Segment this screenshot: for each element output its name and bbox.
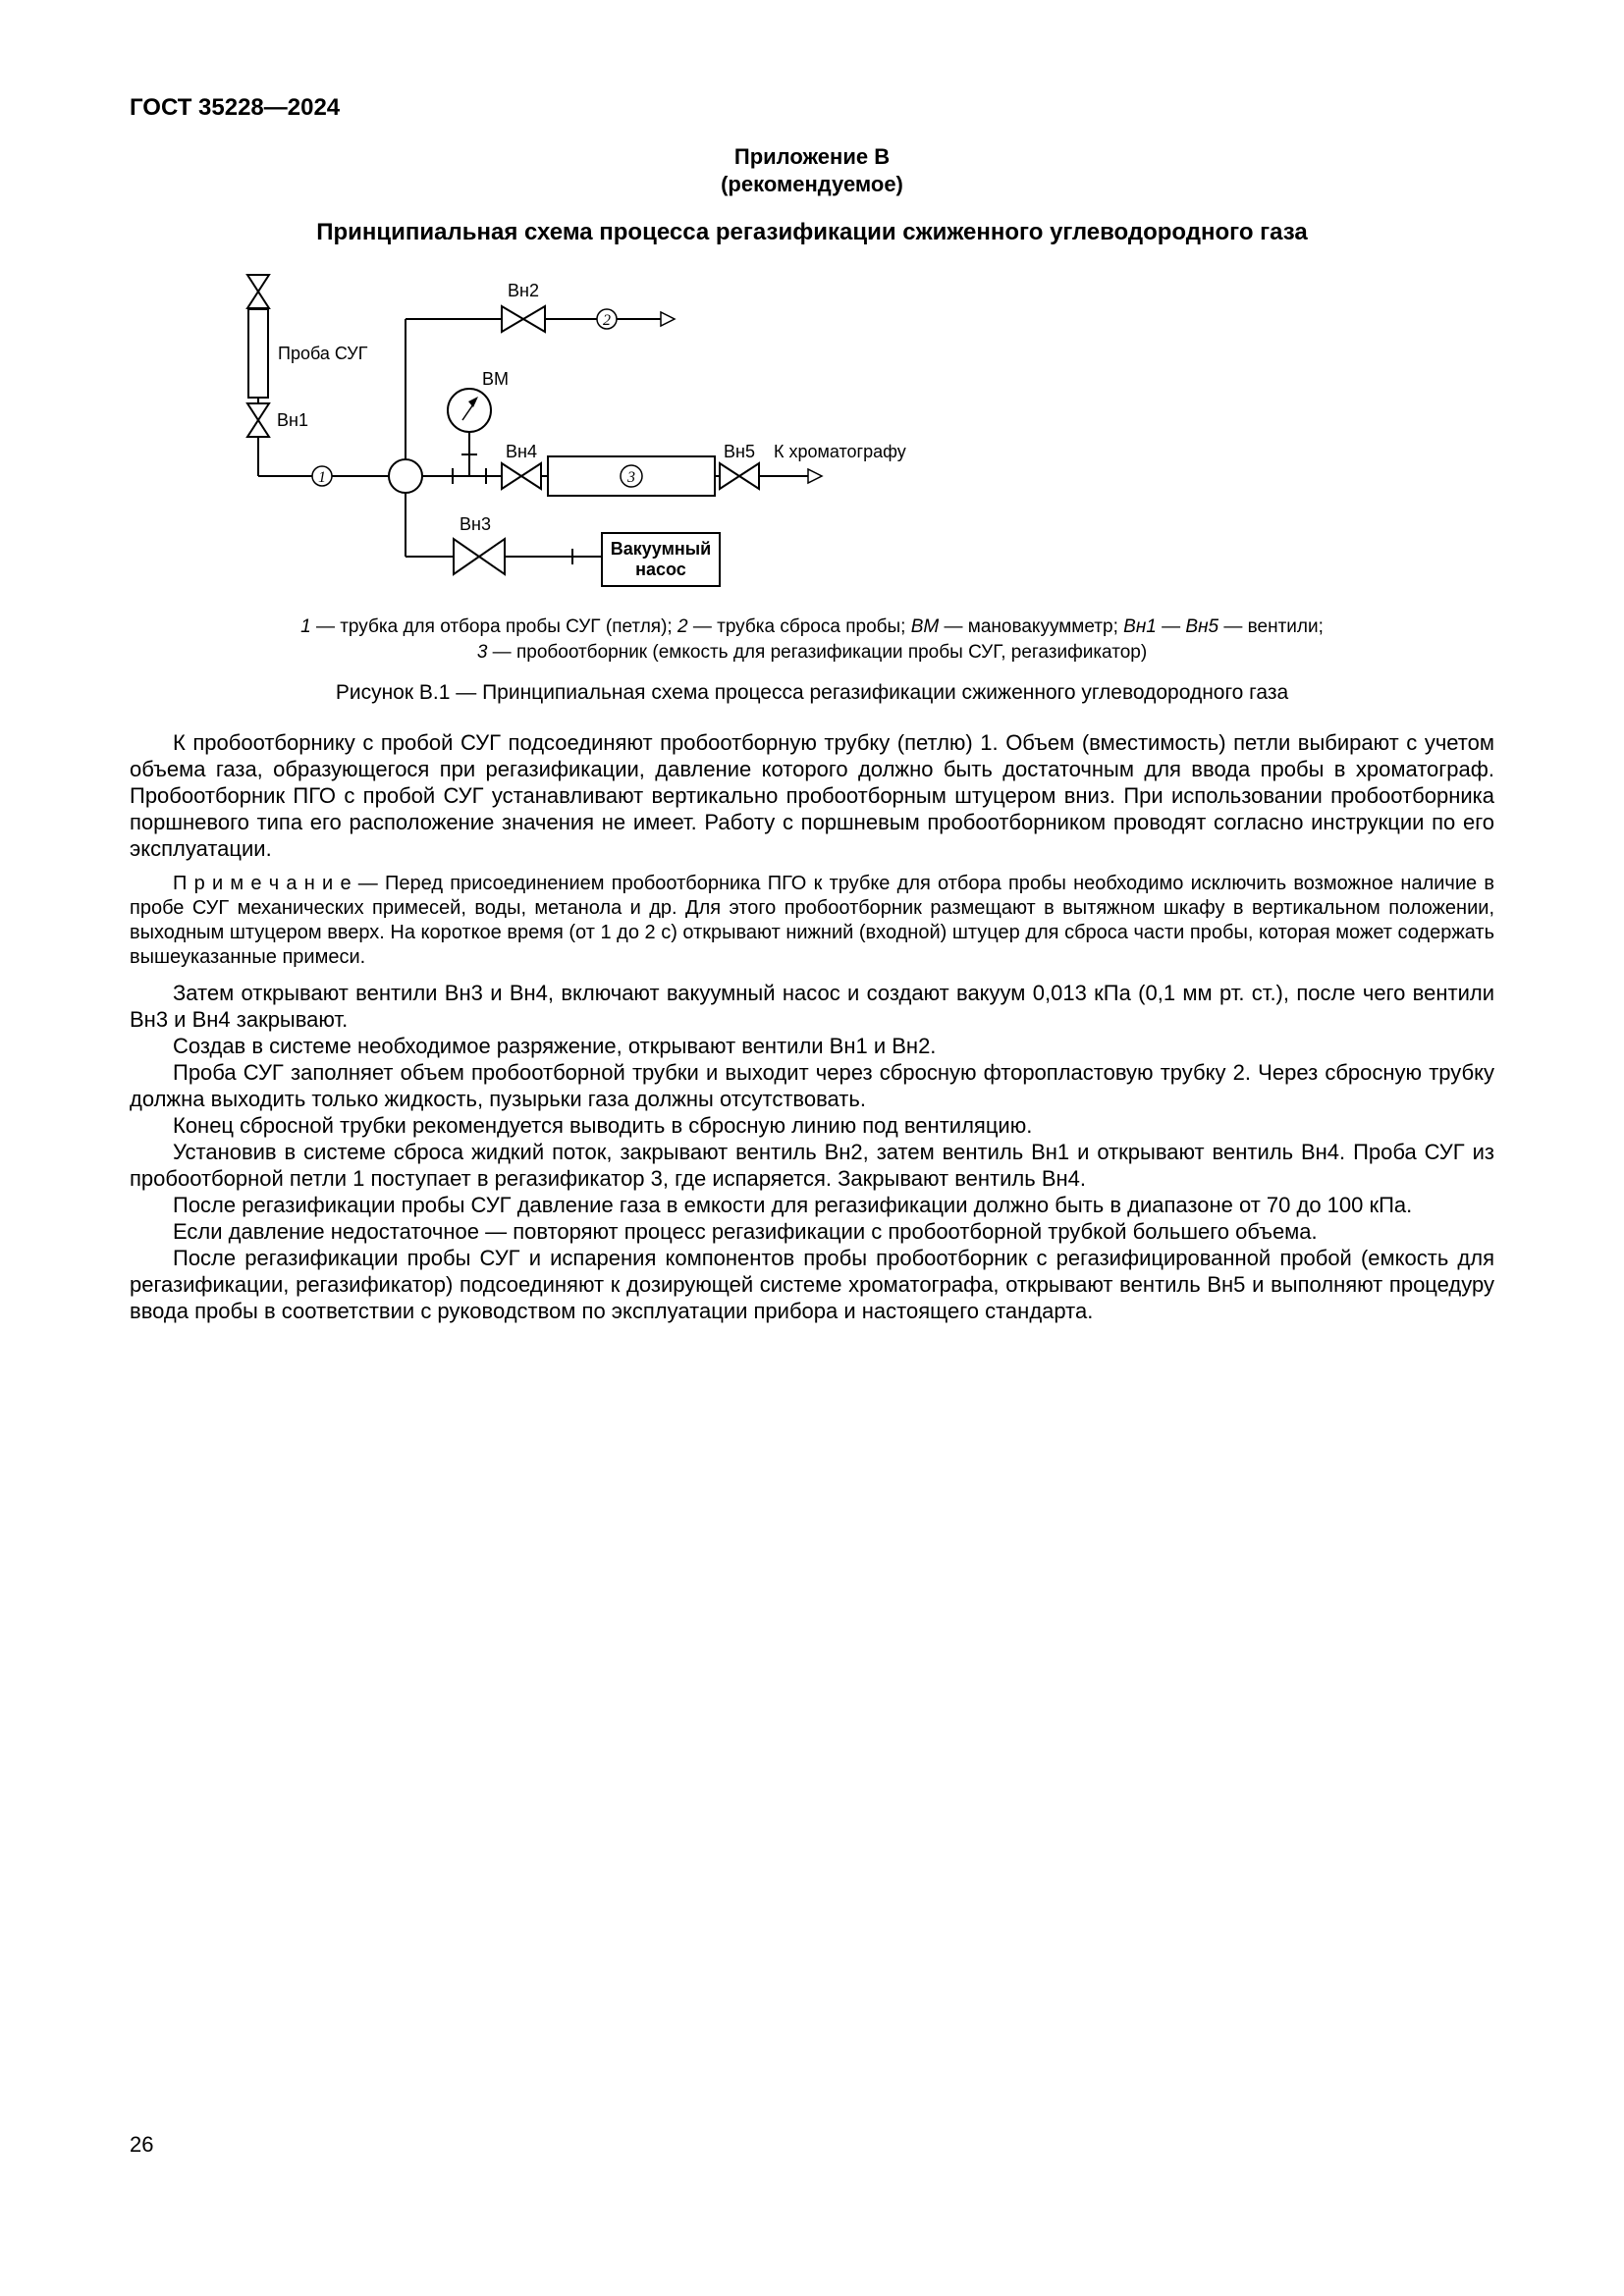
page-number: 26 (130, 2132, 154, 2157)
sample-tube (248, 309, 268, 398)
legend-line-1 (130, 614, 1494, 640)
fill-valve (247, 275, 269, 308)
legend-segment: ВМ (910, 616, 940, 637)
paragraph: После регазификации пробы СУГ давление газа в емкости для регазификации должно быть в диапазоне от 70 до 100 кПа. (173, 1193, 1413, 1217)
paragraph: После регазификации пробы СУГ и испарения компонентов пробы пробоотборник с регазифицированной пробой (емкость для регазификации, регазификатор) подсоединяют к дозирующей системе хроматографа, открывают вентиль Вн5 и выполняют процедуру ввода пробы в соответствии с руководством по эксплуатации прибора и настоящего стандарта. (130, 1246, 1494, 1323)
legend-segment: — мановакуумметр; (939, 616, 1124, 637)
chromatograph-arrow (808, 469, 822, 483)
legend-segment: — трубка для отбора пробы СУГ (петля); (310, 616, 677, 637)
vacuum-pump-label-line2: насос (635, 560, 686, 579)
legend-segment: 2 (677, 616, 688, 637)
legend-segment: Вн5 (1185, 616, 1219, 637)
legend-segment: Вн1 (1123, 616, 1157, 637)
junction-node (389, 459, 422, 493)
regasifier-vessel (548, 456, 715, 496)
appendix-status: (рекомендуемое) (721, 172, 903, 196)
gauge-label: ВМ (482, 369, 509, 389)
valve-vn3-label: Вн3 (460, 514, 491, 534)
legend-segment: — трубка сброса пробы; (687, 616, 911, 637)
drain-arrow (661, 312, 675, 326)
section-heading: Принципиальная схема процесса регазификации сжиженного углеводородного газа (316, 219, 1308, 245)
note-paragraph: П р и м е ч а н и е — Перед присоединением пробоотборника ПГО к трубке для отбора пробы необходимо исключить возможное наличие в пробе СУГ механических примесей, воды, метанола и др. Для этого пробоотборник размещают в вытяжном шкафу в вертикальном положении, выходным штуцером вверх. На короткое время (от 1 до 2 с) открывают нижний (входной) штуцер для сброса части пробы, которая может содержать вышеуказанные примеси. (130, 873, 1494, 968)
legend-segment: — пробоотборник (емкость для регазификации пробы СУГ, регазификатор) (487, 642, 1148, 663)
paragraph: Конец сбросной трубки рекомендуется выводить в сбросную линию под вентиляцию. (173, 1113, 1033, 1138)
paragraph: Если давление недостаточное — повторяют процесс регазификации с пробоотборной трубкой большего объема. (173, 1219, 1318, 1244)
figure-legend (130, 614, 1494, 666)
figure (224, 263, 911, 607)
legend-segment: 3 (476, 642, 488, 663)
paragraph: К пробоотборнику с пробой СУГ подсоединяют пробоотборную трубку (петлю) 1. Объем (вместимость) петли выбирают с учетом объема газа, образующегося при регазификации, давление которого должно быть достаточным для ввода пробы в хроматограф. Пробоотборник ПГО с пробой СУГ устанавливают вертикально пробоотборным штуцером вниз. При использовании пробоотборника поршневого типа его расположение значения не имеет. Работу с поршневым пробоотборником проводят согласно инструкции по его эксплуатации. (130, 730, 1494, 861)
process-diagram (224, 263, 911, 607)
valve-vn3 (454, 539, 505, 574)
valve-vn5-label: Вн5 (724, 442, 755, 461)
valve-vn5 (720, 463, 759, 489)
drain-marker-2 (597, 309, 617, 329)
pressure-gauge (448, 389, 491, 432)
figure-caption: Рисунок В.1 — Принципиальная схема процесса регазификации сжиженного углеводородного газа (335, 681, 1289, 704)
valve-vn2 (502, 306, 545, 332)
valve-vn4 (502, 463, 541, 489)
body-text (130, 729, 1494, 1324)
legend-segment: — вентили; (1218, 616, 1324, 637)
document-header: ГОСТ 35228—2024 (130, 94, 341, 121)
sample-label: Проба СУГ (278, 344, 368, 363)
legend-segment: 1 (300, 616, 311, 637)
valve-vn1 (247, 403, 269, 437)
appendix-label: Приложение В (733, 144, 891, 169)
paragraph: Затем открывают вентили Вн3 и Вн4, включают вакуумный насос и создают вакуум 0,013 кПа (0,1 мм рт. ст.), после чего вентили Вн3 и Вн4 закрывают. (130, 981, 1494, 1032)
loop-number: 1 (318, 469, 326, 486)
valve-vn2-label: Вн2 (508, 281, 539, 300)
vacuum-pump (602, 533, 720, 586)
page-content (130, 143, 1494, 1324)
vessel-number: 3 (627, 469, 635, 486)
paragraph: Проба СУГ заполняет объем пробоотборной трубки и выходит через сбросную фторопластовую трубку 2. Через сбросную трубку должна выходить только жидкость, пузырьки газа должны отсутствовать. (130, 1060, 1494, 1111)
chromatograph-label: К хроматографу (774, 442, 906, 461)
legend-line-2 (130, 640, 1494, 666)
valve-vn1-label: Вн1 (277, 410, 308, 430)
vacuum-pump-label-line1: Вакуумный (610, 539, 712, 559)
drain-number: 2 (603, 312, 611, 329)
paragraph: Создав в системе необходимое разряжение, открывают вентили Вн1 и Вн2. (173, 1034, 937, 1058)
loop-marker-1 (312, 466, 332, 486)
paragraph: Установив в системе сброса жидкий поток, закрывают вентиль Вн2, затем вентиль Вн1 и открывают вентиль Вн4. Проба СУГ из пробоотборной петли 1 поступает в регазификатор 3, где испаряется. Закрывают вентиль Вн4. (130, 1140, 1494, 1191)
legend-segment: — (1156, 616, 1186, 637)
valve-vn4-label: Вн4 (506, 442, 537, 461)
